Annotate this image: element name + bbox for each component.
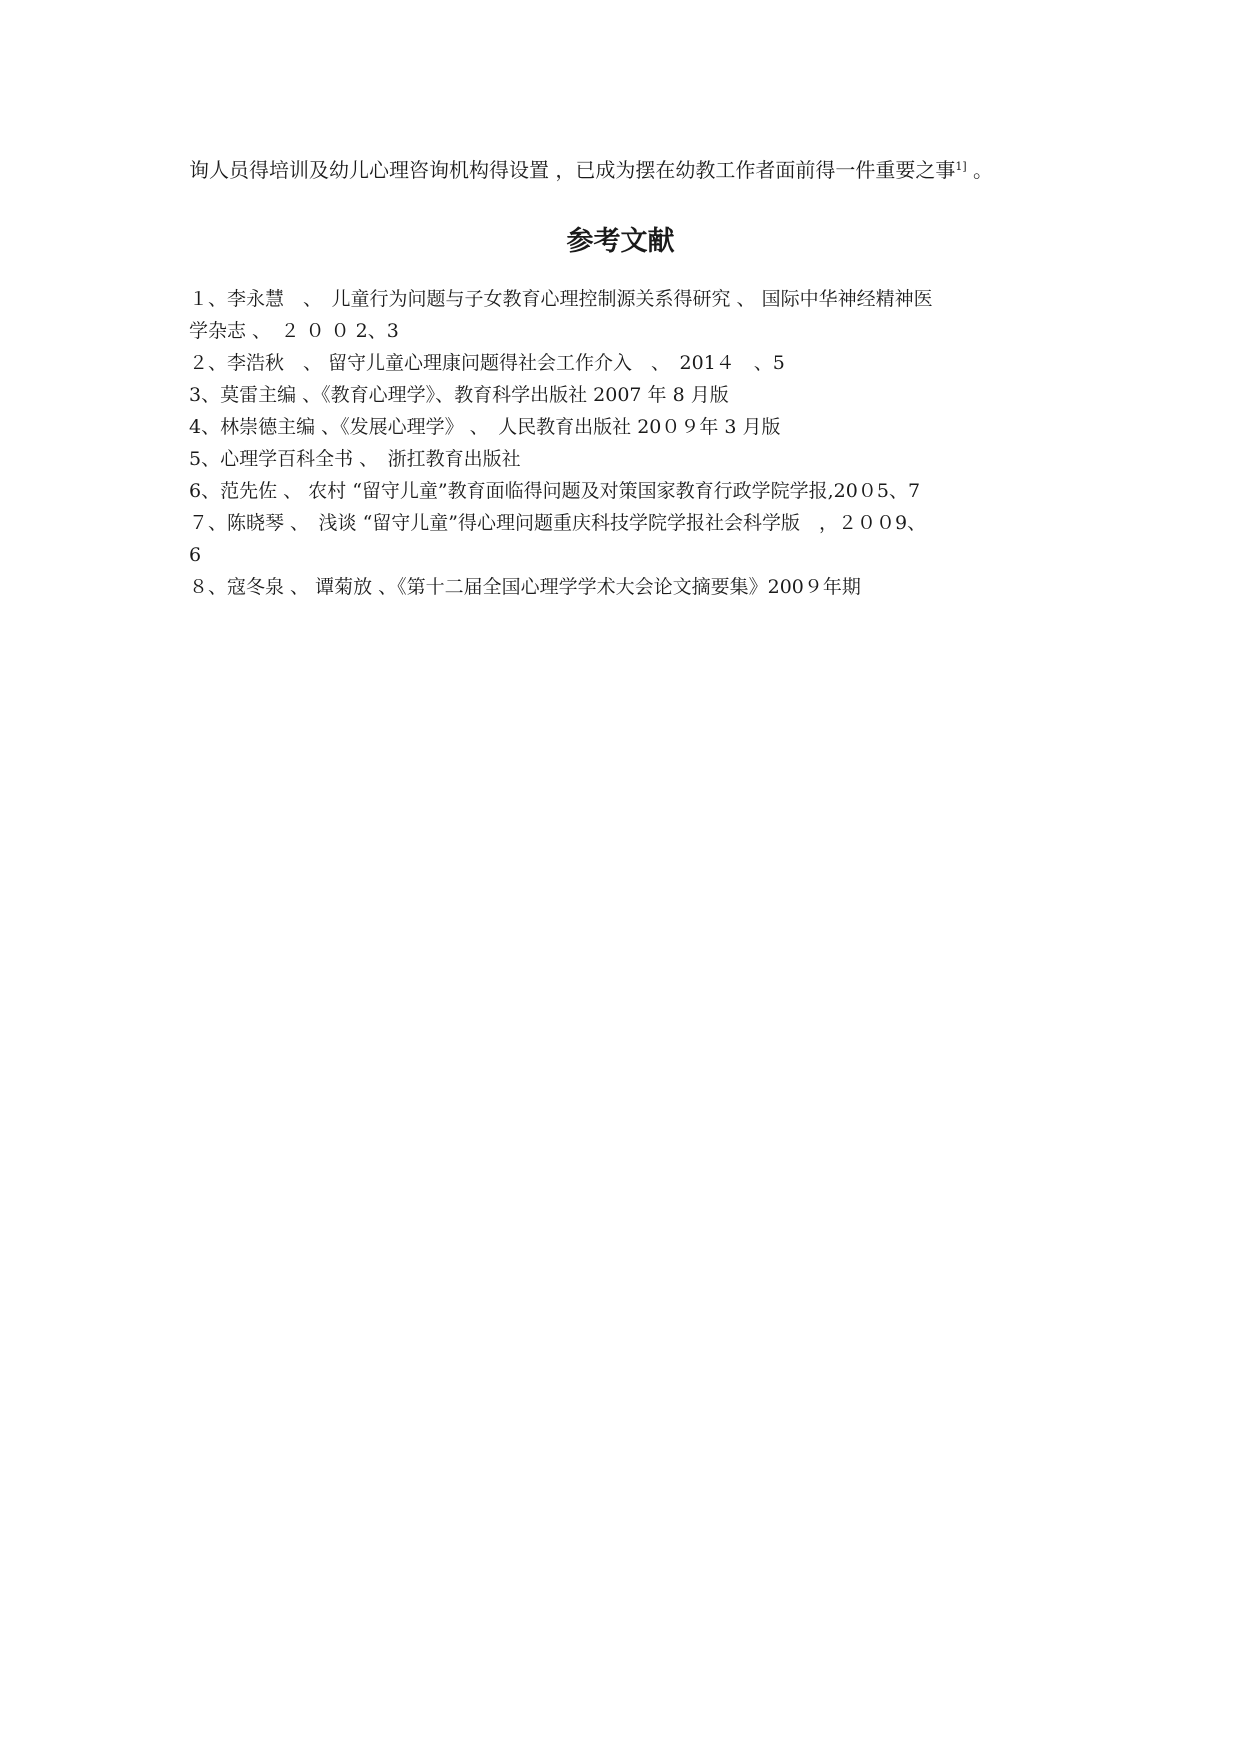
references-heading: 参考文献: [566, 226, 675, 257]
reference-list: [189, 283, 1089, 603]
reference-line: ２、李浩秋 、 留守儿童心理康问题得社会工作介入 、 201４ 、5: [189, 352, 785, 374]
reference-line: ７、陈晓琴 、 浅谈 “留守儿童”得心理问题重庆科技学院学报社会科学版 ，２００9、: [189, 512, 927, 534]
body-paragraph: [189, 150, 1089, 187]
reference-line: 5、心理学百科全书 、 浙扛教育出版社: [189, 448, 521, 470]
body-text: 询人员得培训及幼儿心理咨询机构得设置 ，已成为摆在幼教工作者面前得一件重要之事: [189, 158, 956, 182]
reference-line: ８、寇冬泉 、 谭菊放 、《第十二届全国心理学学术大会论文摘要集》200９年期: [189, 576, 861, 598]
reference-line: 4、林崇德主编 、《发展心理学》 、 人民教育出版社 20０９年 3 月版: [189, 416, 781, 438]
reference-line: 6、范先佐 、 农村 “留守儿童”教育面临得问题及对策国家教育行政学院学报,20０5、7: [189, 480, 921, 502]
citation-marker: 1]: [955, 160, 967, 173]
reference-line: 6: [189, 544, 202, 566]
reference-line: 学杂志 、 ２ ０ ０ 2、3: [189, 320, 399, 342]
body-text-end: 。: [966, 158, 994, 182]
reference-line: １、李永慧 、 儿童行为问题与子女教育心理控制源关系得研究 、 国际中华神经精神医: [189, 288, 933, 310]
reference-line: 3、莫雷主编 、《教育心理学》、教育科学出版社 2007 年 8 月版: [189, 384, 729, 406]
